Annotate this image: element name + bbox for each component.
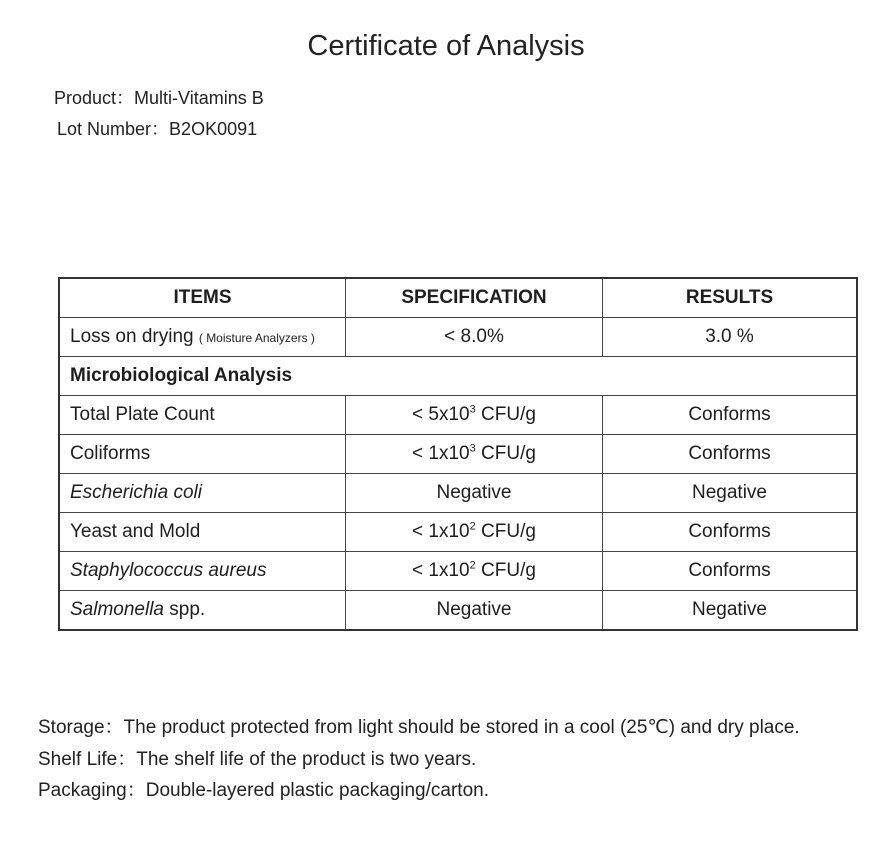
header-items: ITEMS	[59, 278, 346, 318]
packaging-value: Double-layered plastic packaging/carton.	[145, 780, 489, 801]
table-row-section	[59, 357, 857, 396]
row-result: Conforms	[603, 396, 858, 435]
section-microbiological-analysis: Microbiological Analysis	[59, 357, 857, 396]
packaging-line	[38, 775, 489, 802]
row-item-name: Escherichia coli	[70, 482, 202, 503]
shelf-life-value: The shelf life of the product is two years.	[136, 749, 477, 770]
table-row	[59, 435, 857, 474]
row-spec: < $5x10^3$ CFU/g	[346, 396, 603, 435]
row-result: Conforms	[603, 435, 858, 474]
row-item	[59, 591, 346, 631]
product-value: Multi-Vitamins B	[134, 88, 264, 108]
row-spec: Negative	[346, 474, 603, 513]
lot-number-line	[57, 115, 257, 141]
table-row	[59, 552, 857, 591]
row-item-name: Salmonella	[70, 599, 164, 620]
packaging-label: Packaging：	[38, 780, 146, 801]
shelf-life-line	[38, 744, 476, 771]
row-item-name: Yeast and Mold	[70, 521, 201, 542]
loss-on-drying-spec: < 8.0%	[346, 318, 603, 357]
product-label: Product：	[54, 88, 135, 108]
row-item	[59, 435, 346, 474]
row-spec: < $1x10^3$ CFU/g	[346, 435, 603, 474]
header-results: RESULTS	[603, 278, 858, 318]
product-line	[54, 84, 264, 110]
row-item	[59, 474, 346, 513]
row-spec: < $1x10^2$ CFU/g	[346, 552, 603, 591]
loss-on-drying-item	[59, 318, 346, 357]
table-row	[59, 396, 857, 435]
document-title: Certificate of Analysis	[307, 30, 585, 62]
row-item	[59, 396, 346, 435]
row-item-name: Total Plate Count	[70, 404, 215, 425]
row-result: Negative	[603, 474, 858, 513]
storage-label: Storage：	[38, 717, 124, 738]
shelf-life-label: Shelf Life：	[38, 749, 137, 770]
table-row	[59, 591, 857, 631]
row-item-name: Coliforms	[70, 443, 151, 464]
table-row-loss-on-drying	[59, 318, 857, 357]
table-header-row	[59, 278, 857, 318]
row-spec: < $1x10^2$ CFU/g	[346, 513, 603, 552]
row-result: Conforms	[603, 552, 858, 591]
row-item-name: Staphylococcus aureus	[70, 560, 267, 581]
loss-on-drying-result: 3.0 %	[603, 318, 858, 357]
moisture-analyzers-note: ( Moisture Analyzers )	[198, 331, 315, 345]
row-item	[59, 513, 346, 552]
lot-number-label: Lot Number：	[57, 119, 170, 139]
lot-number-value: B2OK0091	[169, 119, 258, 139]
row-item	[59, 552, 346, 591]
analysis-table	[58, 277, 858, 631]
table-row	[59, 474, 857, 513]
table-row	[59, 513, 857, 552]
row-result: Conforms	[603, 513, 858, 552]
storage-line	[38, 712, 800, 739]
storage-value: The product protected from light should be stored in a cool (25℃) and dry place.	[123, 717, 800, 738]
row-spec: Negative	[346, 591, 603, 631]
header-specification: SPECIFICATION	[346, 278, 603, 318]
row-result: Negative	[603, 591, 858, 631]
loss-on-drying-label: Loss on drying	[70, 326, 194, 347]
row-item-suffix: spp.	[164, 599, 206, 620]
